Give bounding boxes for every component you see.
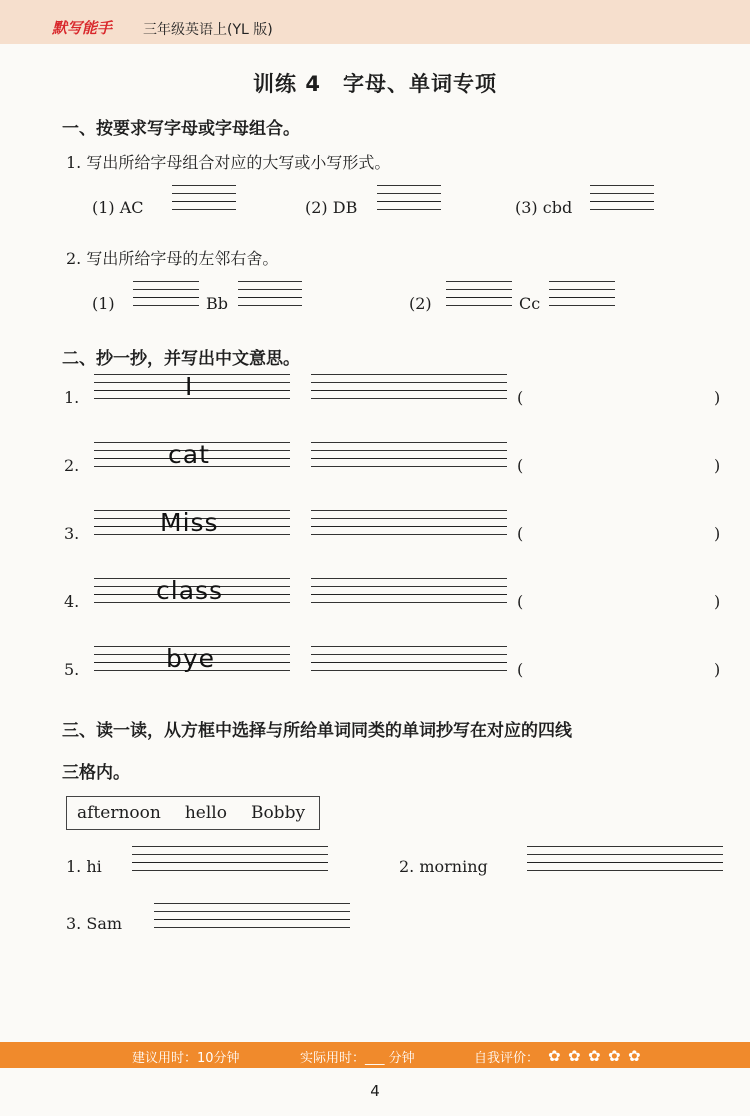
copy-word: cat — [168, 440, 210, 469]
section2-heading: 二、抄一抄，并写出中文意思。 — [62, 349, 300, 369]
writing-lines[interactable] — [311, 646, 507, 672]
row-number: 4. — [64, 592, 80, 611]
copy-word: bye — [166, 644, 216, 673]
copy-word: I — [185, 372, 194, 401]
copy-word: Miss — [160, 508, 219, 537]
row-number: 1. — [64, 388, 80, 407]
open-paren: ( — [517, 524, 524, 543]
writing-lines[interactable] — [311, 510, 507, 536]
section1-q1-prompt: 1. 写出所给字母组合对应的大写或小写形式。 — [66, 153, 391, 172]
q1-item-2: (2) DB — [305, 198, 358, 217]
writing-lines[interactable] — [172, 185, 236, 211]
writing-lines[interactable] — [527, 846, 723, 872]
self-evaluation-label: 自我评价： — [474, 1051, 540, 1066]
q1-item-3: (3) cbd — [515, 198, 573, 217]
close-paren: ) — [714, 660, 721, 679]
box-word: afternoon — [77, 803, 161, 823]
q2-item-2: (2) — [409, 294, 432, 313]
close-paren: ) — [714, 388, 721, 407]
flower-icon[interactable]: ✿ — [548, 1047, 561, 1065]
section1-q2-prompt: 2. 写出所给字母的左邻右舍。 — [66, 249, 279, 268]
word-box — [66, 796, 320, 830]
open-paren: ( — [517, 456, 524, 475]
writing-lines[interactable] — [311, 374, 507, 400]
writing-lines[interactable] — [238, 281, 302, 307]
s3-item-sam: 3. Sam — [66, 914, 123, 933]
writing-lines[interactable] — [377, 185, 441, 211]
flower-icon[interactable]: ✿ — [588, 1047, 601, 1065]
writing-lines[interactable] — [311, 578, 507, 604]
row-number: 3. — [64, 524, 80, 543]
writing-lines[interactable] — [549, 281, 615, 307]
flower-icon[interactable]: ✿ — [608, 1047, 621, 1065]
copy-word: class — [156, 576, 224, 605]
page-title: 训练 4 字母、单词专项 — [253, 72, 497, 96]
close-paren: ) — [714, 456, 721, 475]
actual-time: 实际用时：___ 分钟 — [300, 1051, 415, 1066]
brand-title: 默写能手 — [52, 19, 113, 37]
book-title: 三年级英语上(YL 版) — [143, 22, 273, 38]
writing-lines[interactable] — [590, 185, 654, 211]
q2-letter-bb: Bb — [206, 294, 228, 313]
writing-lines[interactable] — [132, 846, 328, 872]
footer-bar — [0, 1042, 750, 1068]
section3-heading-line1: 三、读一读，从方框中选择与所给单词同类的单词抄写在对应的四线 — [62, 721, 572, 741]
open-paren: ( — [517, 388, 524, 407]
row-number: 5. — [64, 660, 80, 679]
flower-icon[interactable]: ✿ — [568, 1047, 581, 1065]
flower-icon[interactable]: ✿ — [628, 1047, 641, 1065]
row-number: 2. — [64, 456, 80, 475]
writing-lines[interactable] — [311, 442, 507, 468]
writing-lines[interactable] — [133, 281, 199, 307]
header-bar — [0, 0, 750, 44]
q2-letter-cc: Cc — [519, 294, 541, 313]
suggested-time: 建议用时：10分钟 — [132, 1051, 240, 1066]
q2-item-1: (1) — [92, 294, 115, 313]
section3-heading-line2: 三格内。 — [62, 763, 130, 783]
box-word: Bobby — [250, 803, 306, 823]
close-paren: ) — [714, 524, 721, 543]
writing-lines[interactable] — [154, 903, 350, 929]
box-word: hello — [184, 803, 227, 823]
s3-item-morning: 2. morning — [399, 857, 488, 876]
page-number: 4 — [370, 1082, 380, 1100]
close-paren: ) — [714, 592, 721, 611]
q1-item-1: (1) AC — [92, 198, 144, 217]
writing-lines[interactable] — [446, 281, 512, 307]
section1-heading: 一、按要求写字母或字母组合。 — [62, 119, 300, 139]
open-paren: ( — [517, 592, 524, 611]
s3-item-hi: 1. hi — [66, 857, 102, 876]
open-paren: ( — [517, 660, 524, 679]
